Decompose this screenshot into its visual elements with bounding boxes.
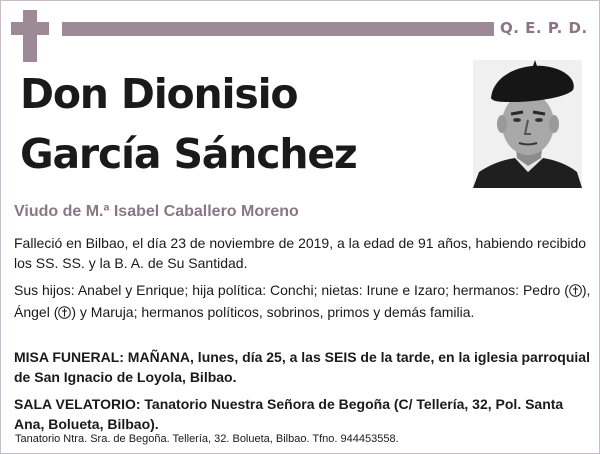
death-notice-text: Falleció en Bilbao, el día 23 de noviembre de 2019, a la edad de 91 años, habiendo recibido los SS. SS. y la B. A. de Su Santidad. (14, 235, 587, 271)
widower-subtitle: Viudo de M.ª Isabel Caballero Moreno (14, 203, 299, 220)
deceased-name-line1: Don Dionisio (20, 70, 298, 118)
deceased-name-line2: García Sánchez (20, 130, 357, 178)
wake-room-notice: SALA VELATORIO: Tanatorio Nuestra Señora de Begoña (C/ Tellería, 32, Pol. Santa Ana, Bolueta, Bilbao). (14, 396, 564, 432)
family-notice-text (14, 280, 594, 324)
family-text-part1: Sus hijos: Anabel y Enrique; hija política: Conchi; nietas: Irune e Izaro; hermanos: Pedro ( (14, 282, 569, 298)
cross-in-circle-icon (569, 282, 582, 302)
cross-in-circle-icon (58, 304, 71, 324)
family-text-part3: ) y Maruja; hermanos políticos, sobrinos, primos y demás familia. (71, 304, 475, 320)
funeral-home-footer: Tanatorio Ntra. Sra. de Begoña. Tellería, 32. Bolueta, Bilbao. Tfno. 944453558. (15, 433, 399, 445)
portrait-photo (473, 60, 582, 188)
header-label: Q. E. P. D. (500, 19, 588, 37)
funeral-mass-notice: MISA FUNERAL: MAÑANA, lunes, día 25, a las SEIS de la tarde, en la iglesia parroquial de San Ignacio de Loyola, Bilbao. (14, 349, 590, 385)
header-divider-bar (62, 22, 494, 36)
family-text-part2: ), Ángel ( (14, 282, 591, 320)
